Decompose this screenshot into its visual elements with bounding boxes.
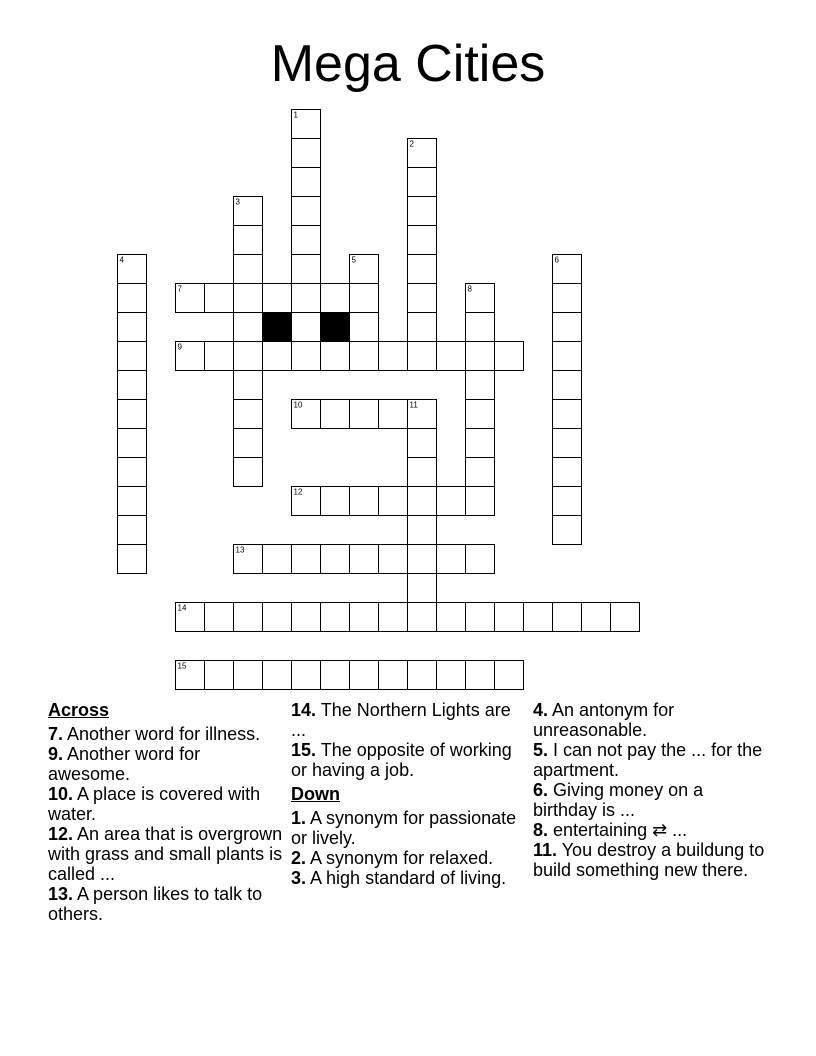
answer-cell[interactable] (263, 661, 292, 690)
clue-item (533, 740, 771, 780)
clue-item (48, 744, 286, 784)
answer-cell[interactable] (118, 429, 147, 458)
clue-num: 2. (291, 848, 307, 868)
answer-cell[interactable] (437, 661, 466, 690)
clue-item (291, 700, 529, 740)
answer-cell[interactable] (118, 371, 147, 400)
answer-cell[interactable] (466, 400, 495, 429)
clue-number: 2 (409, 139, 414, 149)
answer-cell[interactable] (292, 168, 321, 197)
clue-item (48, 824, 286, 884)
clue-number: 1 (293, 110, 298, 120)
clue-num: 7. (48, 724, 64, 744)
answer-cell[interactable] (205, 661, 234, 690)
answer-cell[interactable] (466, 661, 495, 690)
answer-cell[interactable] (292, 661, 321, 690)
clue-number: 12 (293, 487, 303, 497)
clue-number: 5 (351, 255, 356, 265)
answer-cell[interactable] (524, 603, 553, 632)
down-clue-list (291, 808, 529, 888)
answer-cell[interactable] (234, 400, 263, 429)
clue-text: A synonym for relaxed. (306, 848, 494, 868)
puzzle-title: Mega Cities (270, 35, 546, 93)
answer-cell[interactable] (408, 313, 437, 342)
answer-cell[interactable] (205, 342, 234, 371)
answer-cell[interactable] (234, 342, 263, 371)
across-clue-list (48, 724, 286, 924)
answer-cell[interactable] (553, 400, 582, 429)
clue-num: 14. (291, 700, 317, 720)
clue-number: 7 (177, 284, 182, 294)
clue-num: 4. (533, 700, 549, 720)
answer-cell[interactable] (350, 487, 379, 516)
black-cell (321, 313, 350, 342)
answer-cell[interactable] (118, 342, 147, 371)
answer-cell[interactable] (408, 226, 437, 255)
clue-num: 5. (533, 740, 549, 760)
answer-cell[interactable] (379, 661, 408, 690)
clue-column-2 (291, 700, 529, 888)
answer-cell[interactable] (321, 603, 350, 632)
answer-cell[interactable] (321, 400, 350, 429)
clue-item (533, 820, 771, 840)
clue-column-1 (48, 700, 286, 924)
answer-cell[interactable] (292, 284, 321, 313)
answer-cell[interactable] (234, 226, 263, 255)
answer-cell[interactable] (321, 487, 350, 516)
clue-num: 15. (291, 740, 317, 760)
answer-cell[interactable] (495, 661, 524, 690)
answer-cell[interactable] (495, 603, 524, 632)
answer-cell[interactable] (379, 545, 408, 574)
answer-cell[interactable] (118, 400, 147, 429)
answer-cell[interactable] (350, 342, 379, 371)
clue-item (48, 784, 286, 824)
answer-cell[interactable] (118, 284, 147, 313)
clue-num: 3. (291, 868, 307, 888)
answer-cell[interactable] (408, 342, 437, 371)
answer-cell[interactable] (292, 197, 321, 226)
clue-num: 11. (533, 840, 558, 860)
clue-num: 10. (48, 784, 74, 804)
answer-cell[interactable] (292, 545, 321, 574)
answer-cell[interactable] (408, 516, 437, 545)
clue-column-3 (533, 700, 771, 880)
answer-cell[interactable] (205, 603, 234, 632)
across-clue-list-continued (291, 700, 529, 780)
clue-number: 13 (235, 545, 245, 555)
answer-cell[interactable] (234, 284, 263, 313)
clue-number: 11 (409, 400, 418, 410)
clue-number: 8 (467, 284, 472, 294)
answer-cell[interactable] (263, 342, 292, 371)
clue-item (533, 840, 771, 880)
answer-cell[interactable] (350, 313, 379, 342)
answer-cell[interactable] (553, 458, 582, 487)
answer-cell[interactable] (321, 661, 350, 690)
answer-cell[interactable] (234, 661, 263, 690)
answer-cell[interactable] (437, 603, 466, 632)
answer-cell[interactable] (292, 226, 321, 255)
answer-cell[interactable] (553, 284, 582, 313)
clue-text: The opposite of working or having a job. (291, 740, 512, 780)
clue-text: A person likes to talk to others. (48, 884, 263, 924)
answer-cell[interactable] (118, 516, 147, 545)
answer-cell[interactable] (379, 487, 408, 516)
answer-cell[interactable] (408, 168, 437, 197)
answer-cell[interactable] (466, 545, 495, 574)
answer-cell[interactable] (466, 429, 495, 458)
answer-cell[interactable] (611, 603, 640, 632)
answer-cell[interactable] (292, 313, 321, 342)
answer-cell[interactable] (350, 661, 379, 690)
answer-cell[interactable] (408, 661, 437, 690)
answer-cell[interactable] (495, 342, 524, 371)
clue-item (291, 868, 529, 888)
clue-number: 3 (235, 197, 240, 207)
answer-cell[interactable] (408, 458, 437, 487)
answer-cell[interactable] (553, 516, 582, 545)
answer-cell[interactable] (408, 197, 437, 226)
answer-cell[interactable] (263, 603, 292, 632)
clue-number: 6 (554, 255, 559, 265)
clue-number: 9 (177, 342, 182, 352)
answer-cell[interactable] (582, 603, 611, 632)
answer-cell[interactable] (321, 545, 350, 574)
across-heading: Across (48, 700, 110, 720)
answer-cell[interactable] (350, 545, 379, 574)
answer-cell[interactable] (321, 284, 350, 313)
answer-cell[interactable] (292, 342, 321, 371)
answer-cell[interactable] (466, 487, 495, 516)
clue-num: 12. (48, 824, 74, 844)
answer-cell[interactable] (292, 603, 321, 632)
clue-item (48, 724, 286, 744)
answer-cell[interactable] (118, 545, 147, 574)
answer-cell[interactable] (234, 429, 263, 458)
clue-item (533, 700, 771, 740)
clue-text: I can not pay the ... for the apartment. (533, 740, 763, 780)
answer-cell[interactable] (408, 487, 437, 516)
clue-item (533, 780, 771, 820)
answer-cell[interactable] (408, 545, 437, 574)
answer-cell[interactable] (553, 371, 582, 400)
clue-text: A synonym for passionate or lively. (291, 808, 517, 848)
clue-item (291, 848, 529, 868)
clue-text: A high standard of living. (306, 868, 507, 888)
answer-cell[interactable] (553, 429, 582, 458)
clue-text: The Northern Lights are ... (291, 700, 511, 740)
down-clue-list-continued (533, 700, 771, 880)
clue-number: 4 (119, 255, 124, 265)
down-heading: Down (291, 784, 340, 804)
answer-cell[interactable] (118, 313, 147, 342)
answer-cell[interactable] (466, 371, 495, 400)
answer-cell[interactable] (466, 313, 495, 342)
clue-item (291, 808, 529, 848)
answer-cell[interactable] (379, 603, 408, 632)
answer-cell[interactable] (553, 313, 582, 342)
clue-num: 8. (533, 820, 549, 840)
answer-cell[interactable] (553, 342, 582, 371)
answer-cell[interactable] (350, 284, 379, 313)
answer-cell[interactable] (321, 342, 350, 371)
clue-text: entertaining ⇄ ... (548, 820, 688, 840)
answer-cell[interactable] (205, 284, 234, 313)
black-cell (263, 313, 292, 342)
answer-cell[interactable] (437, 342, 466, 371)
answer-cell[interactable] (292, 139, 321, 168)
answer-cell[interactable] (118, 487, 147, 516)
answer-cell[interactable] (553, 603, 582, 632)
answer-cell[interactable] (408, 574, 437, 603)
clue-text: You destroy a buildung to build something new there. (533, 840, 765, 880)
answer-cell[interactable] (350, 603, 379, 632)
answer-cell[interactable] (234, 313, 263, 342)
answer-cell[interactable] (466, 342, 495, 371)
clue-text: Giving money on a birthday is ... (533, 780, 704, 820)
clue-number: 15 (177, 661, 187, 671)
clue-num: 1. (291, 808, 307, 828)
answer-cell[interactable] (234, 603, 263, 632)
answer-cell[interactable] (408, 255, 437, 284)
answer-cell[interactable] (234, 255, 263, 284)
answer-cell[interactable] (379, 400, 408, 429)
answer-cell[interactable] (292, 255, 321, 284)
clue-text: Another word for illness. (63, 724, 261, 744)
clue-item (48, 884, 286, 924)
answer-cell[interactable] (234, 458, 263, 487)
clue-num: 9. (48, 744, 64, 764)
answer-cell[interactable] (466, 458, 495, 487)
answer-cell[interactable] (408, 429, 437, 458)
clue-text: An antonym for unreasonable. (533, 700, 675, 740)
answer-cell[interactable] (379, 342, 408, 371)
clue-text: An area that is overgrown with grass and small plants is called ... (48, 824, 283, 884)
answer-cell[interactable] (350, 400, 379, 429)
answer-cell[interactable] (437, 545, 466, 574)
answer-cell[interactable] (408, 284, 437, 313)
clue-item (291, 740, 529, 780)
answer-cell[interactable] (466, 603, 495, 632)
clue-number: 14 (177, 603, 187, 613)
answer-cell[interactable] (437, 487, 466, 516)
clue-number: 10 (293, 400, 303, 410)
answer-cell[interactable] (263, 545, 292, 574)
answer-cell[interactable] (234, 371, 263, 400)
clue-num: 6. (533, 780, 549, 800)
answer-cell[interactable] (263, 284, 292, 313)
clue-text: A place is covered with water. (48, 784, 261, 824)
answer-cell[interactable] (408, 603, 437, 632)
clue-num: 13. (48, 884, 74, 904)
answer-cell[interactable] (553, 487, 582, 516)
answer-cell[interactable] (118, 458, 147, 487)
clue-text: Another word for awesome. (48, 744, 201, 784)
